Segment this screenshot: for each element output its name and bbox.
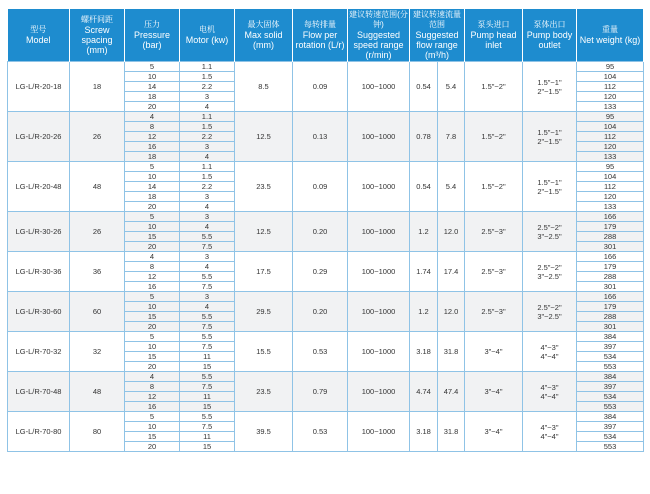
weight-cell: 553	[577, 362, 644, 372]
flow-min-cell: 3.18	[410, 412, 438, 452]
weight-cell: 133	[577, 202, 644, 212]
motor-cell: 11	[180, 432, 235, 442]
pressure-cell: 20	[125, 202, 180, 212]
pressure-cell: 5	[125, 162, 180, 172]
weight-cell: 397	[577, 382, 644, 392]
pressure-cell: 5	[125, 412, 180, 422]
header-flow-range: 建议转速流量范围 Suggested flow range (m³/h)	[410, 9, 465, 62]
weight-cell: 95	[577, 162, 644, 172]
table-row	[8, 252, 644, 262]
pressure-cell: 10	[125, 302, 180, 312]
header-spacing: 螺杆间距 Screw spacing (mm)	[70, 9, 125, 62]
pressure-cell: 15	[125, 352, 180, 362]
flow-min-cell: 0.78	[410, 112, 438, 162]
outlet-cell	[523, 162, 577, 212]
speed-range-cell: 100~1000	[348, 292, 410, 332]
pressure-cell: 15	[125, 232, 180, 242]
motor-cell: 15	[180, 442, 235, 452]
weight-cell: 288	[577, 312, 644, 322]
table-row	[8, 212, 644, 222]
pressure-cell: 12	[125, 392, 180, 402]
weight-cell: 179	[577, 222, 644, 232]
inlet-cell: 3"~4"	[465, 412, 523, 452]
motor-cell: 1.1	[180, 62, 235, 72]
motor-cell: 2.2	[180, 132, 235, 142]
weight-cell: 120	[577, 142, 644, 152]
pressure-cell: 8	[125, 262, 180, 272]
motor-cell: 5.5	[180, 372, 235, 382]
motor-cell: 7.5	[180, 242, 235, 252]
motor-cell: 1.5	[180, 172, 235, 182]
motor-cell: 5.5	[180, 412, 235, 422]
weight-cell: 301	[577, 322, 644, 332]
outlet-value: 1.5"~1"	[537, 127, 562, 137]
outlet-value: 4"~3"	[540, 342, 559, 352]
pressure-cell: 4	[125, 252, 180, 262]
speed-range-cell: 100~1000	[348, 412, 410, 452]
motor-cell: 4	[180, 262, 235, 272]
flow-per-rotation-cell: 0.09	[293, 162, 348, 212]
header-flow-per-rotation: 每转排量 Flow per rotation (L/r)	[293, 9, 348, 62]
weight-cell: 397	[577, 422, 644, 432]
flow-per-rotation-cell: 0.79	[293, 372, 348, 412]
outlet-cell	[523, 62, 577, 112]
speed-range-cell: 100~1000	[348, 212, 410, 252]
weight-cell: 288	[577, 232, 644, 242]
spacing-cell: 48	[70, 372, 125, 412]
model-cell: LG-L/R-70-48	[8, 372, 70, 412]
weight-cell: 112	[577, 82, 644, 92]
weight-cell: 112	[577, 182, 644, 192]
max-solid-cell: 8.5	[235, 62, 293, 112]
outlet-value: 4"~4"	[540, 351, 559, 361]
inlet-cell: 2.5"~3"	[465, 212, 523, 252]
weight-cell: 166	[577, 292, 644, 302]
pressure-cell: 15	[125, 432, 180, 442]
motor-cell: 7.5	[180, 342, 235, 352]
outlet-value: 4"~4"	[540, 431, 559, 441]
motor-cell: 5.5	[180, 312, 235, 322]
outlet-cell	[523, 412, 577, 452]
motor-cell: 4	[180, 102, 235, 112]
motor-cell: 1.1	[180, 162, 235, 172]
pressure-cell: 10	[125, 72, 180, 82]
header-outlet: 泵体出口 Pump body outlet	[523, 9, 577, 62]
motor-cell: 4	[180, 152, 235, 162]
pressure-cell: 4	[125, 112, 180, 122]
model-cell: LG-L/R-20-26	[8, 112, 70, 162]
model-cell: LG-L/R-20-48	[8, 162, 70, 212]
outlet-value: 2.5"~2"	[537, 222, 562, 232]
flow-max-cell: 12.0	[438, 292, 465, 332]
spacing-cell: 80	[70, 412, 125, 452]
outlet-value: 3"~2.5"	[537, 311, 562, 321]
weight-cell: 288	[577, 272, 644, 282]
weight-cell: 120	[577, 92, 644, 102]
motor-cell: 3	[180, 142, 235, 152]
speed-range-cell: 100~1000	[348, 372, 410, 412]
spacing-cell: 26	[70, 112, 125, 162]
motor-cell: 3	[180, 292, 235, 302]
weight-cell: 397	[577, 342, 644, 352]
spacing-cell: 60	[70, 292, 125, 332]
weight-cell: 301	[577, 282, 644, 292]
weight-cell: 179	[577, 262, 644, 272]
max-solid-cell: 23.5	[235, 372, 293, 412]
motor-cell: 5.5	[180, 272, 235, 282]
pressure-cell: 8	[125, 382, 180, 392]
outlet-cell	[523, 212, 577, 252]
spacing-cell: 36	[70, 252, 125, 292]
pressure-cell: 14	[125, 82, 180, 92]
flow-max-cell: 31.8	[438, 332, 465, 372]
speed-range-cell: 100~1000	[348, 162, 410, 212]
pressure-cell: 8	[125, 122, 180, 132]
max-solid-cell: 39.5	[235, 412, 293, 452]
motor-cell: 11	[180, 352, 235, 362]
inlet-cell: 3"~4"	[465, 332, 523, 372]
spacing-cell: 32	[70, 332, 125, 372]
table-row	[8, 162, 644, 172]
pressure-cell: 18	[125, 152, 180, 162]
pressure-cell: 18	[125, 92, 180, 102]
inlet-cell: 2.5"~3"	[465, 252, 523, 292]
weight-cell: 104	[577, 172, 644, 182]
weight-cell: 553	[577, 442, 644, 452]
pressure-cell: 18	[125, 192, 180, 202]
outlet-cell	[523, 372, 577, 412]
spacing-cell: 48	[70, 162, 125, 212]
motor-cell: 1.5	[180, 122, 235, 132]
speed-range-cell: 100~1000	[348, 252, 410, 292]
model-cell: LG-L/R-30-26	[8, 212, 70, 252]
outlet-value: 2.5"~2"	[537, 262, 562, 272]
max-solid-cell: 12.5	[235, 212, 293, 252]
motor-cell: 3	[180, 92, 235, 102]
motor-cell: 2.2	[180, 182, 235, 192]
table-row	[8, 332, 644, 342]
flow-min-cell: 1.2	[410, 292, 438, 332]
outlet-value: 2.5"~2"	[537, 302, 562, 312]
motor-cell: 3	[180, 192, 235, 202]
header-speed-range: 建议转速范围(分钟) Suggested speed range (r/min)	[349, 10, 408, 60]
motor-cell: 4	[180, 202, 235, 212]
pressure-cell: 20	[125, 362, 180, 372]
outlet-value: 4"~3"	[540, 422, 559, 432]
weight-cell: 553	[577, 402, 644, 412]
motor-cell: 5.5	[180, 332, 235, 342]
table-row	[8, 372, 644, 382]
pressure-cell: 5	[125, 292, 180, 302]
motor-cell: 1.1	[180, 112, 235, 122]
flow-min-cell: 0.54	[410, 162, 438, 212]
pressure-cell: 5	[125, 332, 180, 342]
header-pressure: 压力 Pressure (bar)	[125, 9, 180, 62]
spacing-cell: 26	[70, 212, 125, 252]
flow-max-cell: 47.4	[438, 372, 465, 412]
motor-cell: 3	[180, 212, 235, 222]
model-cell: LG-L/R-30-60	[8, 292, 70, 332]
pressure-cell: 5	[125, 62, 180, 72]
outlet-value: 1.5"~1"	[537, 177, 562, 187]
pressure-cell: 16	[125, 402, 180, 412]
pressure-cell: 20	[125, 322, 180, 332]
flow-per-rotation-cell: 0.09	[293, 62, 348, 112]
max-solid-cell: 12.5	[235, 112, 293, 162]
motor-cell: 7.5	[180, 422, 235, 432]
flow-min-cell: 1.2	[410, 212, 438, 252]
outlet-value: 2"~1.5"	[537, 186, 562, 196]
pressure-cell: 10	[125, 222, 180, 232]
outlet-cell	[523, 112, 577, 162]
weight-cell: 384	[577, 372, 644, 382]
flow-per-rotation-cell: 0.53	[293, 412, 348, 452]
pressure-cell: 10	[125, 172, 180, 182]
header-motor: 电机 Motor (kw)	[180, 9, 235, 62]
pressure-cell: 20	[125, 442, 180, 452]
weight-cell: 120	[577, 192, 644, 202]
pressure-cell: 4	[125, 372, 180, 382]
flow-max-cell: 17.4	[438, 252, 465, 292]
weight-cell: 166	[577, 252, 644, 262]
max-solid-cell: 23.5	[235, 162, 293, 212]
motor-cell: 15	[180, 402, 235, 412]
motor-cell: 4	[180, 222, 235, 232]
outlet-value: 4"~3"	[540, 382, 559, 392]
pressure-cell: 16	[125, 282, 180, 292]
model-cell: LG-L/R-20-18	[8, 62, 70, 112]
spacing-cell: 18	[70, 62, 125, 112]
flow-per-rotation-cell: 0.20	[293, 292, 348, 332]
outlet-value: 3"~2.5"	[537, 271, 562, 281]
pressure-cell: 20	[125, 102, 180, 112]
header-weight: 重量 Net weight (kg)	[577, 9, 644, 62]
table-row	[8, 112, 644, 122]
pressure-cell: 20	[125, 242, 180, 252]
weight-cell: 384	[577, 332, 644, 342]
motor-cell: 7.5	[180, 382, 235, 392]
weight-cell: 104	[577, 122, 644, 132]
model-cell: LG-L/R-70-32	[8, 332, 70, 372]
flow-min-cell: 4.74	[410, 372, 438, 412]
pressure-cell: 5	[125, 212, 180, 222]
inlet-cell: 1.5"~2"	[465, 62, 523, 112]
flow-max-cell: 5.4	[438, 62, 465, 112]
weight-cell: 104	[577, 72, 644, 82]
max-solid-cell: 15.5	[235, 332, 293, 372]
max-solid-cell: 29.5	[235, 292, 293, 332]
pressure-cell: 14	[125, 182, 180, 192]
speed-range-cell: 100~1000	[348, 332, 410, 372]
table-row	[8, 412, 644, 422]
model-cell: LG-L/R-70-80	[8, 412, 70, 452]
flow-min-cell: 3.18	[410, 332, 438, 372]
outlet-value: 3"~2.5"	[537, 231, 562, 241]
max-solid-cell: 17.5	[235, 252, 293, 292]
outlet-cell	[523, 332, 577, 372]
speed-range-cell: 100~1000	[348, 112, 410, 162]
weight-cell: 384	[577, 412, 644, 422]
motor-cell: 11	[180, 392, 235, 402]
flow-per-rotation-cell: 0.29	[293, 252, 348, 292]
weight-cell: 133	[577, 102, 644, 112]
weight-cell: 166	[577, 212, 644, 222]
inlet-cell: 2.5"~3"	[465, 292, 523, 332]
motor-cell: 7.5	[180, 322, 235, 332]
motor-cell: 5.5	[180, 232, 235, 242]
table-body	[8, 62, 644, 452]
pressure-cell: 10	[125, 422, 180, 432]
pressure-cell: 16	[125, 142, 180, 152]
inlet-cell: 3"~4"	[465, 372, 523, 412]
outlet-cell	[523, 252, 577, 292]
header-model: 型号 Model	[8, 9, 70, 62]
pressure-cell: 12	[125, 132, 180, 142]
weight-cell: 179	[577, 302, 644, 312]
weight-cell: 95	[577, 112, 644, 122]
model-cell: LG-L/R-30-36	[8, 252, 70, 292]
flow-max-cell: 31.8	[438, 412, 465, 452]
flow-max-cell: 7.8	[438, 112, 465, 162]
flow-per-rotation-cell: 0.53	[293, 332, 348, 372]
motor-cell: 1.5	[180, 72, 235, 82]
weight-cell: 534	[577, 352, 644, 362]
weight-cell: 534	[577, 432, 644, 442]
outlet-value: 2"~1.5"	[537, 136, 562, 146]
inlet-cell: 1.5"~2"	[465, 162, 523, 212]
weight-cell: 301	[577, 242, 644, 252]
header-max-solid: 最大固体 Max solid (mm)	[235, 9, 293, 62]
outlet-cell	[523, 292, 577, 332]
pressure-cell: 10	[125, 342, 180, 352]
motor-cell: 15	[180, 362, 235, 372]
outlet-value: 1.5"~1"	[537, 77, 562, 87]
speed-range-cell: 100~1000	[348, 62, 410, 112]
table-row	[8, 292, 644, 302]
flow-min-cell: 0.54	[410, 62, 438, 112]
weight-cell: 133	[577, 152, 644, 162]
header-inlet: 泵头进口 Pump head inlet	[465, 9, 523, 62]
flow-per-rotation-cell: 0.13	[293, 112, 348, 162]
table-header	[8, 9, 644, 62]
motor-cell: 3	[180, 252, 235, 262]
flow-min-cell: 1.74	[410, 252, 438, 292]
outlet-value: 2"~1.5"	[537, 86, 562, 96]
motor-cell: 7.5	[180, 282, 235, 292]
pressure-cell: 12	[125, 272, 180, 282]
inlet-cell: 1.5"~2"	[465, 112, 523, 162]
flow-max-cell: 5.4	[438, 162, 465, 212]
outlet-value: 4"~4"	[540, 391, 559, 401]
pressure-cell: 15	[125, 312, 180, 322]
weight-cell: 95	[577, 62, 644, 72]
motor-cell: 2.2	[180, 82, 235, 92]
flow-max-cell: 12.0	[438, 212, 465, 252]
flow-per-rotation-cell: 0.20	[293, 212, 348, 252]
table-row	[8, 62, 644, 72]
weight-cell: 534	[577, 392, 644, 402]
motor-cell: 4	[180, 302, 235, 312]
weight-cell: 112	[577, 132, 644, 142]
spec-table	[7, 9, 644, 452]
